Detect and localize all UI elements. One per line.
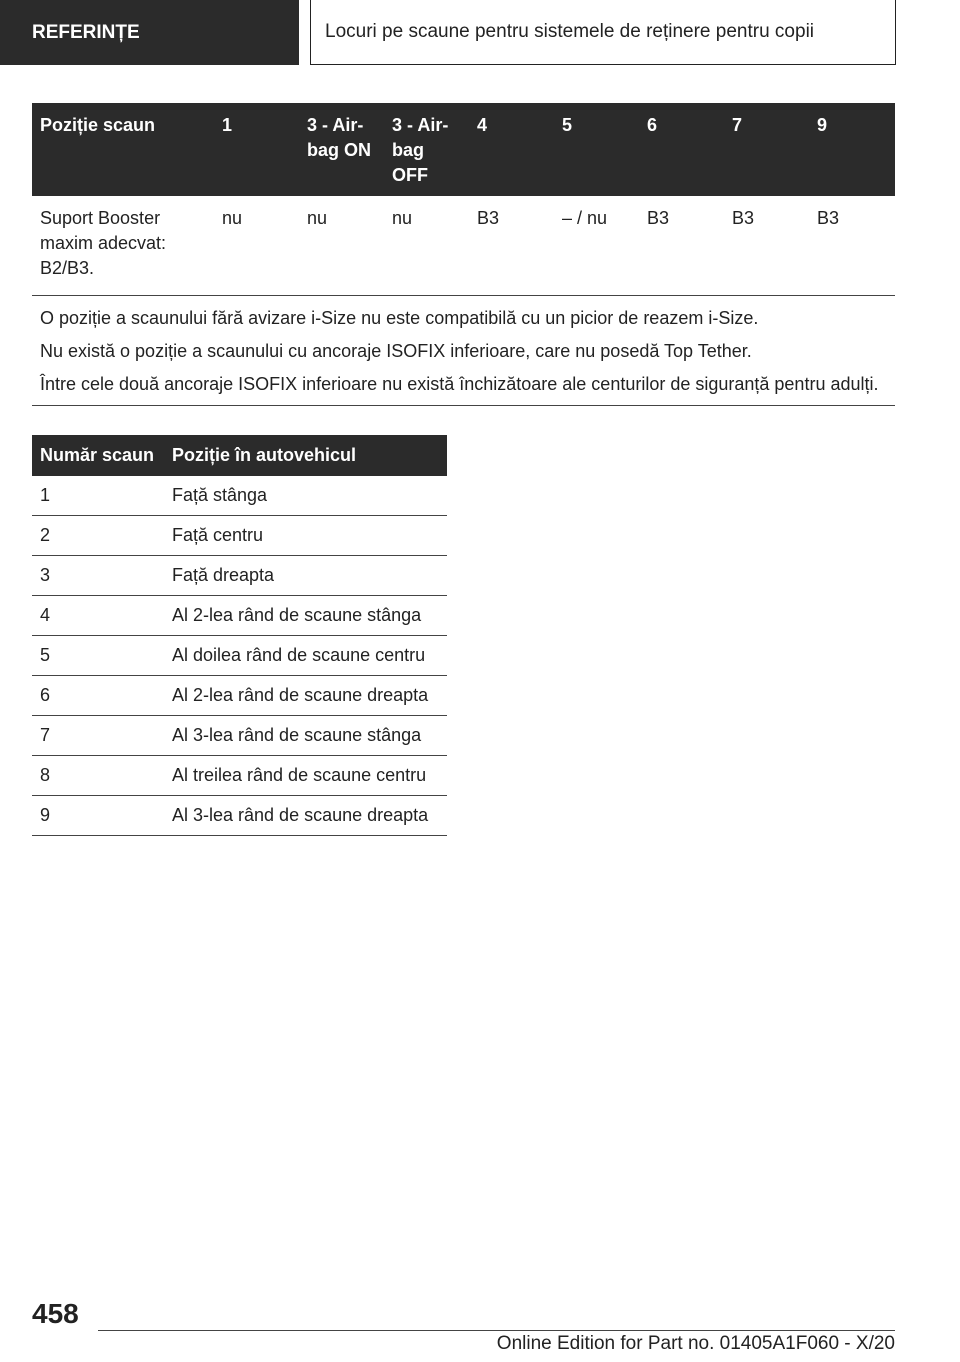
table-row bbox=[32, 716, 447, 756]
table-row bbox=[32, 196, 895, 296]
seat-position: Față stânga bbox=[164, 476, 447, 516]
table-cell: B3 bbox=[469, 196, 554, 296]
section-label: REFERINȚE bbox=[32, 21, 140, 43]
seat-number: 5 bbox=[32, 636, 164, 676]
table-cell: B3 bbox=[724, 196, 809, 296]
seat-position: Față dreapta bbox=[164, 556, 447, 596]
notes-row bbox=[32, 296, 895, 406]
header-seat-6: 6 bbox=[639, 103, 724, 196]
table-row bbox=[32, 756, 447, 796]
table-cell: – / nu bbox=[554, 196, 639, 296]
compatibility-header-row bbox=[32, 103, 895, 196]
note-top-tether: Nu există o poziție a scaunului cu ancoraje ISOFIX inferioare, care nu posedă Top Tether. bbox=[40, 341, 752, 361]
table-cell: nu bbox=[299, 196, 384, 296]
page-number: 458 bbox=[32, 1298, 79, 1329]
notes-cell bbox=[32, 296, 895, 406]
table-row bbox=[32, 676, 447, 716]
header-seat-4: 4 bbox=[469, 103, 554, 196]
header-seat-number: Număr scaun bbox=[32, 435, 164, 476]
page-header bbox=[310, 0, 896, 65]
footer-edition: Online Edition for Part no. 01405A1F060 - X/20 bbox=[496, 1333, 895, 1354]
table-cell: nu bbox=[384, 196, 469, 296]
seat-number: 7 bbox=[32, 716, 164, 756]
footer-divider bbox=[98, 1330, 895, 1331]
compatibility-table bbox=[32, 103, 895, 406]
header-seat-1: 1 bbox=[214, 103, 299, 196]
header-seat-9: 9 bbox=[809, 103, 895, 196]
seat-position: Al 2-lea rând de scaune dreapta bbox=[164, 676, 447, 716]
header-seat-3-airbag-off: 3 - Air-bag OFF bbox=[384, 103, 469, 196]
header-seat-3-airbag-on: 3 - Air-bag ON bbox=[299, 103, 384, 196]
seat-numbering-table bbox=[32, 435, 447, 836]
seat-position: Al doilea rând de scaune centru bbox=[164, 636, 447, 676]
table-cell: B3 bbox=[639, 196, 724, 296]
seat-number: 8 bbox=[32, 756, 164, 796]
section-tab bbox=[0, 0, 299, 65]
note-buckles: Între cele două ancoraje ISOFIX inferioare nu există închizătoare ale centurilor de siguranță pentru adulți. bbox=[40, 374, 879, 394]
seat-number: 2 bbox=[32, 516, 164, 556]
header-seat-position: Poziție scaun bbox=[32, 103, 214, 196]
seat-position: Al 3-lea rând de scaune stânga bbox=[164, 716, 447, 756]
table-cell: nu bbox=[214, 196, 299, 296]
seat-number: 3 bbox=[32, 556, 164, 596]
seat-number: 9 bbox=[32, 796, 164, 836]
table-row bbox=[32, 636, 447, 676]
seat-position: Față centru bbox=[164, 516, 447, 556]
table-row bbox=[32, 596, 447, 636]
seat-number: 1 bbox=[32, 476, 164, 516]
seat-number: 6 bbox=[32, 676, 164, 716]
note-isize: O poziție a scaunului fără avizare i-Size nu este compatibilă cu un picior de reazem i-Size. bbox=[40, 308, 759, 328]
chapter-title: Locuri pe scaune pentru sistemele de reținere pentru copii bbox=[325, 21, 815, 42]
seat-position: Al treilea rând de scaune centru bbox=[164, 756, 447, 796]
table-row bbox=[32, 556, 447, 596]
header-seat-5: 5 bbox=[554, 103, 639, 196]
table-row bbox=[32, 516, 447, 556]
header-seat-7: 7 bbox=[724, 103, 809, 196]
seat-position: Al 3-lea rând de scaune dreapta bbox=[164, 796, 447, 836]
table-row bbox=[32, 476, 447, 516]
header-vehicle-position: Poziție în autovehicul bbox=[164, 435, 447, 476]
seat-number: 4 bbox=[32, 596, 164, 636]
seat-header-row bbox=[32, 435, 447, 476]
seat-position: Al 2-lea rând de scaune stânga bbox=[164, 596, 447, 636]
table-cell: Suport Booster maxim adecvat: B2/B3. bbox=[32, 196, 214, 296]
table-cell: B3 bbox=[809, 196, 895, 296]
table-row bbox=[32, 796, 447, 836]
